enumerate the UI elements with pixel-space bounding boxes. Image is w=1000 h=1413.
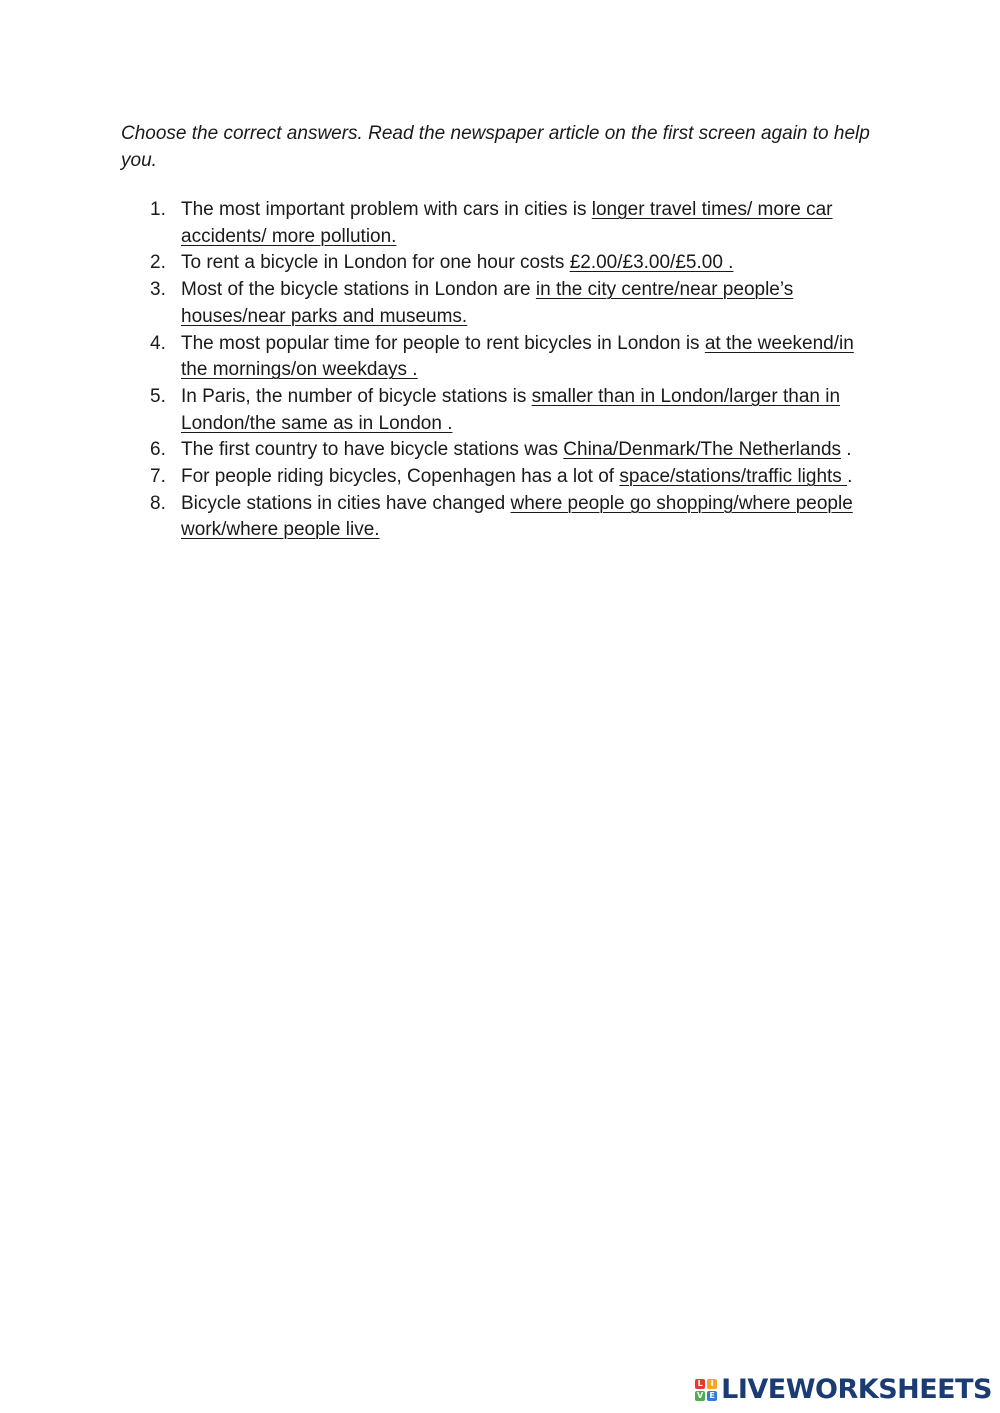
logo-cell: E bbox=[707, 1391, 717, 1401]
question-text: Bicycle stations in cities have changed bbox=[181, 492, 511, 514]
question-item-2 bbox=[150, 250, 862, 277]
question-text: Most of the bicycle stations in London are bbox=[181, 279, 536, 301]
question-number: 7. bbox=[150, 466, 166, 488]
question-number: 6. bbox=[150, 439, 166, 461]
logo-cell: L bbox=[695, 1379, 705, 1389]
question-after: . bbox=[847, 466, 853, 488]
question-text: The first country to have bicycle stations was bbox=[181, 439, 564, 461]
question-item-6 bbox=[150, 437, 862, 464]
logo-cell: I bbox=[707, 1379, 717, 1389]
question-number: 5. bbox=[150, 385, 166, 407]
liveworksheets-logo[interactable] bbox=[695, 1374, 992, 1405]
question-text: To rent a bicycle in London for one hour costs bbox=[181, 252, 570, 274]
question-text: In Paris, the number of bicycle stations is bbox=[181, 385, 532, 407]
question-number: 8. bbox=[150, 492, 166, 514]
question-list bbox=[150, 197, 862, 544]
answer-options[interactable]: longer travel times/ more car accidents/ more pollution. bbox=[181, 199, 833, 247]
answer-options[interactable]: £2.00/£3.00/£5.00 . bbox=[569, 252, 734, 274]
answer-options[interactable]: at the weekend/in the mornings/on weekdays . bbox=[181, 332, 854, 381]
question-number: 3. bbox=[150, 279, 166, 301]
question-number: 1. bbox=[150, 199, 166, 220]
answer-options[interactable]: China/Denmark/The Netherlands bbox=[563, 439, 842, 461]
question-text: The most popular time for people to rent bicycles in London is bbox=[181, 332, 705, 354]
answer-options[interactable]: in the city centre/near people’s houses/near parks and museums. bbox=[181, 279, 794, 327]
question-item-8 bbox=[150, 491, 862, 544]
answer-options[interactable]: space/stations/traffic lights bbox=[619, 466, 848, 488]
answer-options[interactable]: where people go shopping/where people work/where people live. bbox=[181, 492, 853, 541]
logo-mark-icon bbox=[695, 1379, 717, 1401]
question-item-1 bbox=[150, 197, 862, 250]
question-text: The most important problem with cars in cities is bbox=[181, 199, 592, 220]
question-item-7 bbox=[150, 464, 862, 491]
question-number: 2. bbox=[150, 252, 166, 274]
question-item-5 bbox=[150, 384, 862, 437]
question-text: For people riding bicycles, Copenhagen has a lot of bbox=[181, 466, 620, 488]
answer-options[interactable]: smaller than in London/larger than in London/the same as in London . bbox=[181, 385, 841, 434]
question-item-4 bbox=[150, 331, 862, 384]
question-after: . bbox=[841, 439, 852, 461]
question-number: 4. bbox=[150, 332, 166, 354]
question-item-3 bbox=[150, 277, 862, 330]
instructions: Choose the correct answers. Read the newspaper article on the first screen again to help you. bbox=[121, 123, 870, 171]
logo-text: LIVEWORKSHEETS bbox=[721, 1374, 992, 1405]
logo-cell: V bbox=[697, 1390, 704, 1400]
